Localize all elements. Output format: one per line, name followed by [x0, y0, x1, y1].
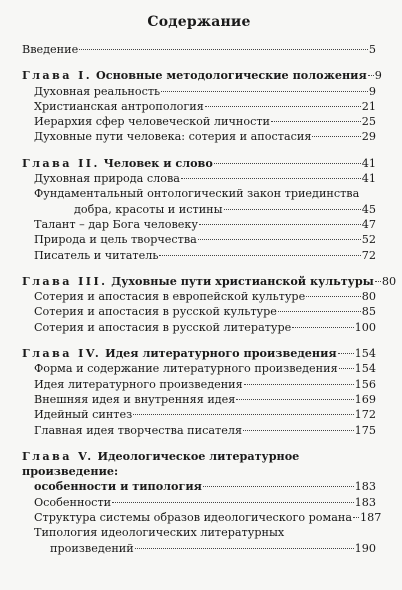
entry-title: Идейный синтез	[34, 408, 133, 422]
chapter-label: Глава I.	[22, 68, 93, 83]
toc-entry	[22, 510, 382, 525]
toc-entry	[22, 361, 376, 376]
entry-page: 100	[354, 320, 376, 334]
chapter-4-heading	[22, 346, 376, 361]
entry-title: добра, красоты и истины	[74, 202, 223, 216]
entry-page: 80	[381, 274, 397, 288]
entry-title: Иерархия сфер человеческой личности	[34, 115, 270, 129]
toc-entry	[22, 495, 376, 510]
toc-entry	[22, 289, 376, 304]
toc-entry-line1: Типология идеологических литературных	[34, 526, 285, 540]
entry-title: Идея литературного произведения	[34, 377, 243, 391]
entry-page: 172	[354, 408, 376, 422]
entry-page: 41	[361, 172, 376, 186]
entry-page: 9	[374, 69, 382, 83]
entry-page: 21	[361, 99, 376, 113]
chapter-title: Духовные пути христианской культуры	[111, 273, 374, 288]
entry-title: Духовная природа слова	[34, 172, 180, 186]
chapter-label: Глава III.	[22, 273, 108, 288]
chapter-title: Идея литературного произведения	[105, 346, 337, 361]
entry-title: Духовная реальность	[34, 84, 161, 98]
chapter-title: Идеологическое литературное произведение:	[22, 448, 300, 479]
entry-title: Сотерия и апостасия в русской литературе	[34, 320, 292, 334]
toc-entry	[22, 248, 376, 263]
toc-entry	[22, 217, 376, 232]
entry-page: 80	[361, 290, 376, 304]
toc-entry-line1: Фундаментальный онтологический закон триединства	[34, 187, 360, 201]
entry-page: 156	[354, 377, 376, 391]
toc-entry	[22, 423, 376, 438]
entry-page: 25	[361, 115, 376, 129]
toc-entry	[22, 129, 376, 144]
chapter-3-heading	[22, 273, 397, 289]
entry-page: 183	[354, 480, 376, 494]
toc-entry	[22, 114, 376, 129]
entry-page: 175	[354, 423, 376, 437]
entry-title: Введение	[22, 43, 79, 56]
entry-title: Сотерия и апостасия в русской культуре	[34, 305, 277, 319]
toc-entry	[22, 304, 376, 319]
chapter-label: Глава IV.	[22, 346, 102, 361]
chapter-label: Глава II.	[22, 155, 100, 170]
entry-page: 190	[354, 541, 376, 555]
entry-title: Природа и цель творчества	[34, 233, 197, 247]
toc-entry-line2	[22, 541, 376, 556]
entry-title: произведений	[50, 541, 134, 555]
entry-title: Особенности	[34, 495, 112, 509]
entry-title: Форма и содержание литературного произведения	[34, 362, 338, 376]
entry-title: Духовные пути человека: сотерия и апостасия	[34, 130, 312, 144]
entry-page: 47	[361, 217, 376, 231]
entry-page: 29	[361, 130, 376, 144]
toc-entry	[22, 407, 376, 422]
chapter-2-heading	[22, 156, 376, 171]
toc-entry	[22, 377, 376, 392]
entry-title: Сотерия и апостасия в европейской культуре	[34, 290, 306, 304]
entry-page: 85	[361, 305, 376, 319]
toc-entry-intro	[22, 42, 376, 57]
entry-page: 52	[361, 233, 376, 247]
entry-page: 9	[368, 84, 376, 98]
chapter-title: Человек и слово	[103, 155, 213, 170]
toc-entry	[22, 392, 376, 407]
entry-page: 154	[354, 362, 376, 376]
entry-page: 154	[354, 347, 376, 361]
chapter-1-heading	[22, 68, 382, 83]
entry-page: 5	[368, 43, 376, 56]
toc-entry	[22, 171, 376, 186]
toc-entry	[22, 232, 376, 247]
entry-page: 72	[361, 248, 376, 262]
toc-entry	[22, 99, 376, 114]
toc-entry-line2	[22, 202, 376, 217]
entry-title: Главная идея творчества писателя	[34, 423, 243, 437]
entry-title: Внешняя идея и внутренняя идея	[34, 392, 236, 406]
entry-title: Писатель и читатель	[34, 248, 159, 262]
chapter-5-heading	[22, 449, 376, 480]
chapter-title: Основные методологические положения	[96, 68, 367, 83]
entry-title: Талант – дар Бога человеку	[34, 217, 198, 231]
chapter-label: Глава V.	[22, 448, 94, 463]
entry-title: Структура системы образов идеологического романа	[34, 511, 353, 525]
entry-page: 45	[361, 202, 376, 216]
entry-page: 41	[361, 156, 376, 170]
toc-entry	[22, 320, 376, 335]
page-title: Содержание	[147, 14, 251, 30]
chapter-5-heading-line2	[22, 479, 376, 494]
entry-page: 187	[360, 511, 382, 525]
entry-title: Христианская антропология	[34, 99, 204, 113]
entry-page: 183	[354, 495, 376, 509]
chapter-title: особенности и типология	[34, 479, 202, 494]
toc-entry	[22, 84, 376, 99]
entry-page: 169	[354, 392, 376, 406]
